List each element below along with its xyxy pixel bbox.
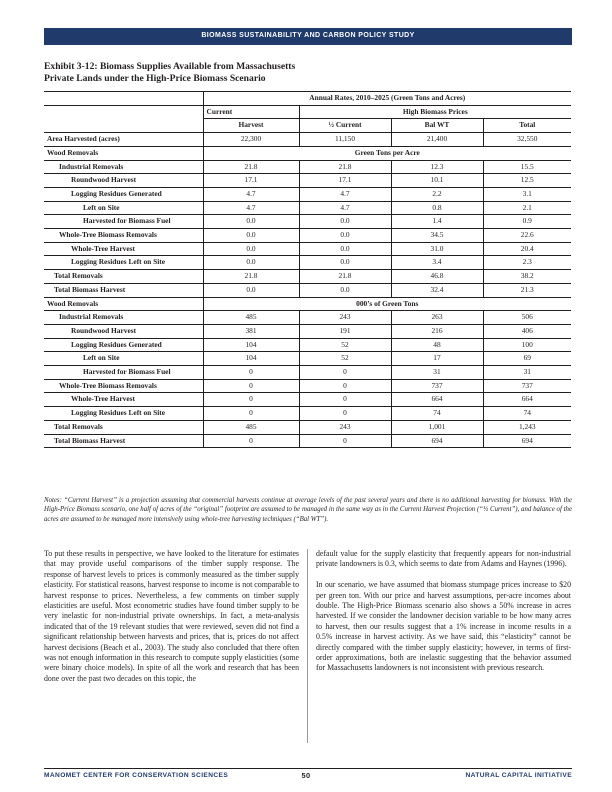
- page-number: 50: [301, 771, 311, 780]
- cell-total: 21.3: [483, 283, 571, 297]
- cell-total: 15.5: [483, 160, 571, 174]
- row-label: Harvested for Biomass Fuel: [44, 366, 203, 380]
- cell-total: 664: [483, 393, 571, 407]
- table-row-area-harvested: [44, 133, 571, 147]
- cell-total: 12.5: [483, 174, 571, 188]
- section-unit: 000’s of Green Tons: [203, 297, 571, 311]
- cell-bal-wt: 10.1: [391, 174, 483, 188]
- column-header-bal-wt: Bal WT: [391, 119, 483, 133]
- table-row: [44, 352, 571, 366]
- cell-half-current: 0.0: [299, 256, 391, 270]
- cell-half-current: 0: [299, 393, 391, 407]
- section-unit: Green Tons per Acre: [203, 146, 571, 160]
- cell-current-harvest: 0: [203, 407, 299, 421]
- section-header-green-tons-per-acre: [44, 146, 571, 160]
- table-row: [44, 324, 571, 338]
- cell-bal-wt: 17: [391, 352, 483, 366]
- footer-rule: [44, 768, 572, 769]
- cell-total: 69: [483, 352, 571, 366]
- cell-half-current: 0: [299, 379, 391, 393]
- cell-current-harvest: 485: [203, 420, 299, 434]
- footer-organization: MANOMET CENTER FOR CONSERVATION SCIENCES: [44, 772, 229, 779]
- row-label: Industrial Removals: [44, 311, 203, 325]
- table-row: [44, 160, 571, 174]
- column-header-total: Total: [483, 119, 571, 133]
- cell-total: 22.6: [483, 229, 571, 243]
- table-row: [44, 338, 571, 352]
- table-notes: Notes: “Current Harvest” is a projection assuming that commercial harvests continue at average levels of the past several years and there is no additional harvesting for biomass. With the High-Price Biomass scenario, one half of acres of the “original” footprint are assumed to be managed in the same way as in the Current Harvest Projection (“½ Current”), and balance of the acres are assumed to be managed more intensively using whole-tree harvesting techniques (“Bal WT”).: [44, 497, 572, 523]
- cell-half-current: 0.0: [299, 215, 391, 229]
- cell-bal-wt: 34.5: [391, 229, 483, 243]
- cell-total: 74: [483, 407, 571, 421]
- cell-current-harvest: 381: [203, 324, 299, 338]
- cell-bal-wt: 31: [391, 366, 483, 380]
- cell-total: 1,243: [483, 420, 571, 434]
- table-row: [44, 187, 571, 201]
- cell-half-current: 0.0: [299, 283, 391, 297]
- table-row: [44, 201, 571, 215]
- cell-current-harvest: 21.8: [203, 270, 299, 284]
- cell-half-current: 17.1: [299, 174, 391, 188]
- table-row: [44, 434, 571, 448]
- cell-bal-wt: 46.8: [391, 270, 483, 284]
- table-row: [44, 215, 571, 229]
- row-label: Total Removals: [44, 420, 203, 434]
- cell-half-current: 0: [299, 366, 391, 380]
- row-label: Logging Residues Left on Site: [44, 407, 203, 421]
- cell-bal-wt: 737: [391, 379, 483, 393]
- cell-total: 737: [483, 379, 571, 393]
- table-row: [44, 283, 571, 297]
- cell-current-harvest: 0: [203, 393, 299, 407]
- cell-current-harvest: 485: [203, 311, 299, 325]
- cell-half-current: 243: [299, 311, 391, 325]
- cell-bal-wt: 3.4: [391, 256, 483, 270]
- table-row: [44, 242, 571, 256]
- table-corner-cell: [44, 105, 203, 119]
- row-label: Area Harvested (acres): [44, 133, 203, 147]
- cell-bal-wt: 48: [391, 338, 483, 352]
- cell-total: 2.3: [483, 256, 571, 270]
- cell-half-current: 0.0: [299, 229, 391, 243]
- exhibit-title: [44, 61, 474, 85]
- cell-half-current: 0: [299, 434, 391, 448]
- cell-bal-wt: 694: [391, 434, 483, 448]
- cell-current-harvest: 0.0: [203, 229, 299, 243]
- cell-bal-wt: 0.8: [391, 201, 483, 215]
- table-row: [44, 311, 571, 325]
- cell-total: 32,550: [483, 133, 571, 147]
- cell-total: 100: [483, 338, 571, 352]
- cell-current-harvest: 4.7: [203, 201, 299, 215]
- cell-half-current: 52: [299, 352, 391, 366]
- column-header-harvest: Harvest: [203, 119, 299, 133]
- row-label: Harvested for Biomass Fuel: [44, 215, 203, 229]
- footer-initiative: NATURAL CAPITAL INITIATIVE: [465, 772, 572, 779]
- section-header-thousands-green-tons: [44, 297, 571, 311]
- cell-current-harvest: 0.0: [203, 256, 299, 270]
- table-row: [44, 229, 571, 243]
- group-header-high-biomass: High Biomass Prices: [299, 105, 571, 119]
- section-label: Wood Removals: [44, 297, 203, 311]
- row-label: Left on Site: [44, 201, 203, 215]
- cell-half-current: 243: [299, 420, 391, 434]
- paragraph: In our scenario, we have assumed that biomass stumpage prices increase to $20 per green ton. With our price and harvest assumptions, per-acre incomes about double. The High-Price Biomass scenario also shows a 50% increase in acres harvested. If we consider the landowner decision variable to be how many acres to harvest, then our results suggest that a 1% increase in income results in a 0.5% increase in harvest activity. As we have said, this “elasticity” cannot be directly compared with the timber supply elasticity; however, in terms of first-order approximations, both are inelastic suggesting that the behavior assumed for Massachusetts landowners is not inconsistent with previous research.: [316, 580, 571, 673]
- row-label: Total Removals: [44, 270, 203, 284]
- cell-current-harvest: 0: [203, 379, 299, 393]
- cell-total: 2.1: [483, 201, 571, 215]
- cell-current-harvest: 0: [203, 366, 299, 380]
- table-row: [44, 379, 571, 393]
- cell-current-harvest: 17.1: [203, 174, 299, 188]
- row-label: Whole-Tree Biomass Removals: [44, 229, 203, 243]
- cell-half-current: 0.0: [299, 242, 391, 256]
- cell-bal-wt: 74: [391, 407, 483, 421]
- row-label: Left on Site: [44, 352, 203, 366]
- row-label: Whole-Tree Harvest: [44, 242, 203, 256]
- cell-half-current: 191: [299, 324, 391, 338]
- cell-half-current: 4.7: [299, 201, 391, 215]
- table-corner-cell: [44, 119, 203, 133]
- cell-total: 0.9: [483, 215, 571, 229]
- cell-bal-wt: 12.3: [391, 160, 483, 174]
- section-label: Wood Removals: [44, 146, 203, 160]
- cell-bal-wt: 21,400: [391, 133, 483, 147]
- table-super-header: Annual Rates, 2010–2025 (Green Tons and Acres): [203, 92, 571, 106]
- cell-half-current: 21.8: [299, 160, 391, 174]
- cell-bal-wt: 664: [391, 393, 483, 407]
- cell-current-harvest: 22,300: [203, 133, 299, 147]
- cell-bal-wt: 263: [391, 311, 483, 325]
- body-column-left: [44, 549, 299, 684]
- paragraph: To put these results in perspective, we have looked to the literature for estimates that may provide useful comparisons of the timber supply response. The response of harvest levels to prices is commonly measured as the timber supply elasticity. For statistical reasons, harvest response to income is not comparable to harvest response to prices. Nevertheless, a few comments on timber supply elasticities are useful. Most econometric studies have found timber supply to be very inelastic for non-industrial private ownerships. In fact, a meta-analysis indicated that of the 19 relevant studies that were reviewed, seven did not find a significant relationship between harvests and prices, that is, prices do not affect harvest decisions (Beach et al., 2003). The study also concluded that there often was not enough information in this research to compute supply elasticities (some were binary choice models). In spite of all the work and research that has been done over the past two decades on this topic, the: [44, 549, 299, 683]
- cell-total: 506: [483, 311, 571, 325]
- row-label: Logging Residues Generated: [44, 338, 203, 352]
- cell-bal-wt: 216: [391, 324, 483, 338]
- group-header-current: Current: [203, 105, 299, 119]
- cell-total: 694: [483, 434, 571, 448]
- cell-bal-wt: 1.4: [391, 215, 483, 229]
- exhibit-title-line-1: Exhibit 3-12: Biomass Supplies Available from Massachusetts: [44, 61, 296, 72]
- table-row: [44, 174, 571, 188]
- cell-total: 38.2: [483, 270, 571, 284]
- column-header-half-current: ½ Current: [299, 119, 391, 133]
- cell-total: 3.1: [483, 187, 571, 201]
- cell-total: 31: [483, 366, 571, 380]
- column-divider: [307, 549, 308, 743]
- cell-half-current: 0: [299, 407, 391, 421]
- table-row: [44, 366, 571, 380]
- cell-current-harvest: 104: [203, 352, 299, 366]
- cell-bal-wt: 2.2: [391, 187, 483, 201]
- row-label: Roundwood Harvest: [44, 324, 203, 338]
- table-row: [44, 407, 571, 421]
- cell-half-current: 21.8: [299, 270, 391, 284]
- header-divider: [44, 43, 572, 45]
- cell-half-current: 4.7: [299, 187, 391, 201]
- exhibit-title-line-2: Private Lands under the High-Price Biomass Scenario: [44, 73, 266, 84]
- table-row: [44, 420, 571, 434]
- cell-current-harvest: 104: [203, 338, 299, 352]
- cell-total: 20.4: [483, 242, 571, 256]
- cell-current-harvest: 0.0: [203, 242, 299, 256]
- cell-current-harvest: 0.0: [203, 283, 299, 297]
- cell-bal-wt: 32.4: [391, 283, 483, 297]
- paragraph: default value for the supply elasticity that frequently appears for non-industrial private landowners is 0.3, which seems to date from Adams and Haynes (1996).: [316, 549, 571, 569]
- cell-current-harvest: 21.8: [203, 160, 299, 174]
- biomass-supply-table: [44, 91, 571, 448]
- cell-bal-wt: 31.0: [391, 242, 483, 256]
- row-label: Logging Residues Left on Site: [44, 256, 203, 270]
- running-header-title: BIOMASS SUSTAINABILITY AND CARBON POLICY STUDY: [201, 32, 415, 39]
- body-column-right: [316, 549, 571, 674]
- table-row: [44, 393, 571, 407]
- row-label: Whole-Tree Harvest: [44, 393, 203, 407]
- cell-current-harvest: 0.0: [203, 215, 299, 229]
- table-corner-cell: [44, 92, 203, 106]
- cell-bal-wt: 1,001: [391, 420, 483, 434]
- cell-current-harvest: 4.7: [203, 187, 299, 201]
- cell-total: 406: [483, 324, 571, 338]
- running-header: [44, 28, 572, 43]
- cell-current-harvest: 0: [203, 434, 299, 448]
- cell-half-current: 11,150: [299, 133, 391, 147]
- table-row: [44, 256, 571, 270]
- row-label: Roundwood Harvest: [44, 174, 203, 188]
- row-label: Whole-Tree Biomass Removals: [44, 379, 203, 393]
- row-label: Total Biomass Harvest: [44, 434, 203, 448]
- table-row: [44, 270, 571, 284]
- cell-half-current: 52: [299, 338, 391, 352]
- row-label: Logging Residues Generated: [44, 187, 203, 201]
- row-label: Industrial Removals: [44, 160, 203, 174]
- row-label: Total Biomass Harvest: [44, 283, 203, 297]
